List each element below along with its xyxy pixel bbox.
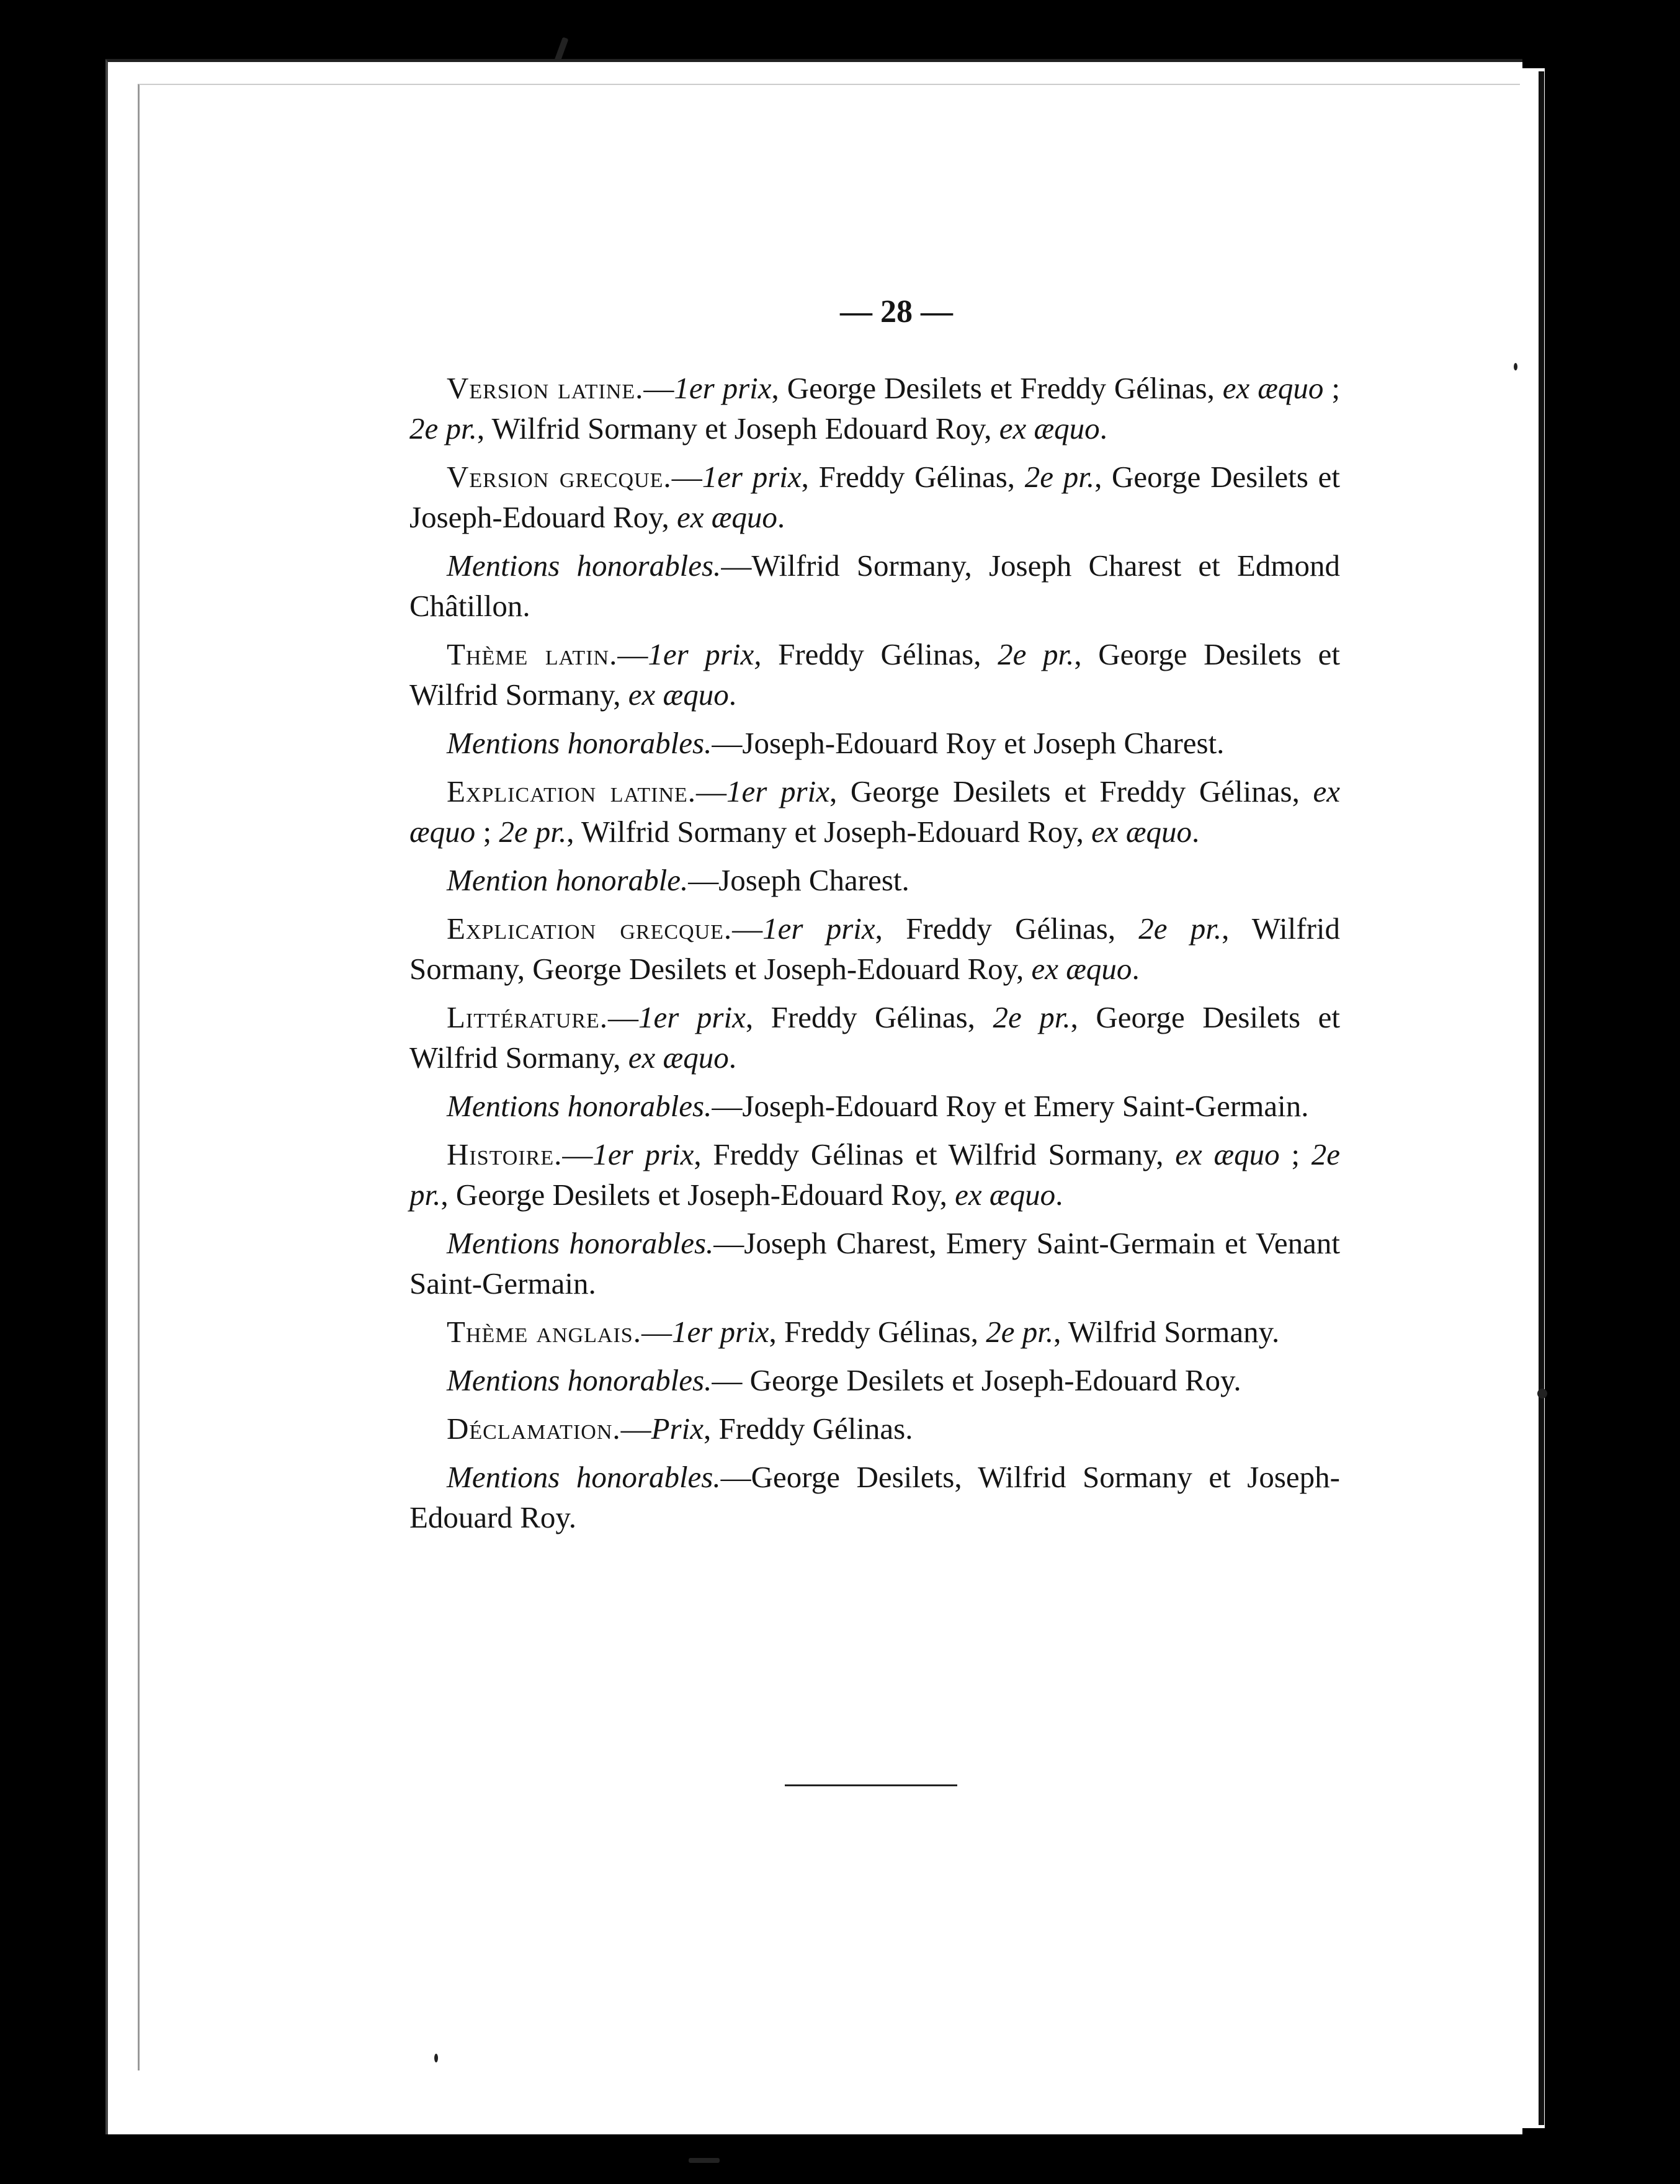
italic-text: Mentions honorables. — [447, 548, 722, 583]
award-list — [409, 368, 1340, 1537]
body-text: — — [696, 774, 727, 808]
italic-text: Prix — [651, 1412, 704, 1446]
italic-text: 2e pr. — [409, 1137, 1340, 1212]
body-text: . — [1055, 1178, 1063, 1212]
body-text: , George Desilets et Freddy Gélinas, — [829, 774, 1313, 808]
body-text: , Freddy Gélinas, — [875, 911, 1139, 946]
award-paragraph — [409, 1134, 1340, 1215]
body-text: — — [608, 1000, 639, 1034]
body-text: — George Desilets et Joseph-Edouard Roy. — [712, 1363, 1241, 1397]
binding-edge — [1539, 71, 1544, 2125]
subject-heading: Explication latine. — [447, 774, 697, 808]
award-paragraph — [409, 771, 1340, 852]
mention-paragraph — [409, 1457, 1340, 1537]
italic-text: ex æquo — [955, 1178, 1056, 1212]
body-text: Freddy Gélinas, — [761, 637, 998, 671]
award-paragraph — [409, 368, 1340, 449]
italic-text: Mentions honorables. — [447, 1363, 712, 1397]
body-text: —Joseph-Edouard Roy et Joseph Charest. — [712, 726, 1225, 760]
body-text: ; — [475, 815, 499, 849]
italic-text: 1er prix — [702, 460, 802, 494]
italic-text: 1er prix — [671, 1315, 769, 1349]
body-text: —Joseph Charest. — [688, 863, 909, 897]
subject-heading: Version latine. — [447, 371, 644, 405]
body-text: —Wilfrid Sormany, Joseph Charest et Edmond Châtillon. — [409, 548, 1340, 623]
italic-text: 1er prix — [592, 1137, 694, 1171]
body-text: , Freddy Gélinas, — [769, 1315, 986, 1349]
closing-rule — [785, 1784, 957, 1786]
italic-text: ex æquo — [409, 774, 1340, 849]
mention-paragraph — [409, 1360, 1340, 1400]
subject-heading: Version grecque. — [447, 460, 672, 494]
italic-text: 2e pr. — [1138, 911, 1222, 946]
italic-text: 1er prix — [674, 371, 772, 405]
body-text: — — [620, 1412, 651, 1446]
italic-text: 1er prix, — [648, 637, 762, 671]
body-text: . — [728, 1041, 736, 1075]
italic-text: 2e pr. — [986, 1315, 1054, 1349]
body-text: — — [562, 1137, 593, 1171]
subject-heading: Explication grecque. — [447, 911, 733, 946]
mention-paragraph — [409, 723, 1340, 763]
mention-paragraph — [409, 545, 1340, 626]
italic-text: 2e pr. — [499, 815, 567, 849]
italic-text: Mentions honorables. — [447, 1226, 714, 1260]
award-paragraph — [409, 634, 1340, 715]
italic-text: ex æquo — [1091, 815, 1192, 849]
award-paragraph — [409, 457, 1340, 537]
body-text: — — [732, 911, 763, 946]
page-number: — 28 — — [840, 294, 953, 329]
scan-speck — [1537, 1389, 1547, 1399]
italic-text: Mentions honorables. — [447, 1089, 712, 1123]
body-text: — — [641, 1315, 672, 1349]
italic-text: 2e pr. — [993, 1000, 1071, 1034]
body-text: , George Desilets et Joseph-Edouard Roy, — [409, 460, 1340, 534]
italic-text: Mentions honorables. — [447, 726, 712, 760]
body-text: . — [1132, 952, 1140, 986]
italic-text: Mentions honorables. — [447, 1460, 721, 1494]
body-text: , George Desilets et Freddy Gélinas, — [771, 371, 1223, 405]
mention-paragraph — [409, 1223, 1340, 1304]
document-body — [409, 292, 1340, 1546]
italic-text: 2e pr. — [409, 411, 477, 445]
award-paragraph — [409, 997, 1340, 1078]
subject-heading: Littérature. — [447, 1000, 609, 1034]
body-text: , George Desilets et Joseph-Edouard Roy, — [440, 1178, 955, 1212]
body-text: , Wilfrid Sormany et Joseph-Edouard Roy, — [566, 815, 1092, 849]
scan-speck — [1514, 363, 1517, 370]
subject-heading: Thème anglais. — [447, 1315, 641, 1349]
body-text: , George Desilets et Wilfrid Sormany, — [409, 637, 1341, 712]
body-text: ; — [1279, 1137, 1311, 1171]
body-text: , Freddy Gélinas. — [704, 1412, 913, 1446]
body-text: , Wilfrid Sormany, George Desilets et Joseph-Edouard Roy, — [409, 911, 1341, 986]
body-text: , Freddy Gélinas et Wilfrid Sormany, — [694, 1137, 1176, 1171]
subject-heading: Histoire. — [447, 1137, 563, 1171]
subject-heading: Thème latin. — [447, 637, 618, 671]
body-text: . — [1192, 815, 1200, 849]
italic-text: ex æquo — [628, 678, 729, 712]
italic-text: 1er prix — [762, 911, 875, 946]
mention-paragraph — [409, 1086, 1340, 1126]
body-text: — — [617, 637, 648, 671]
body-text: — — [643, 371, 674, 405]
award-paragraph — [409, 1312, 1340, 1352]
italic-text: ex æquo — [999, 411, 1100, 445]
scan-speck — [434, 2054, 438, 2062]
body-text: , Wilfrid Sormany et Joseph Edouard Roy, — [476, 411, 999, 445]
scan-speck — [689, 2158, 720, 2163]
italic-text: Mention honorable. — [447, 863, 689, 897]
italic-text: 1er prix — [726, 774, 829, 808]
italic-text: 1er prix — [638, 1000, 746, 1034]
mention-paragraph — [409, 860, 1340, 900]
body-text: —Joseph-Edouard Roy et Emery Saint-Germain. — [712, 1089, 1309, 1123]
subject-heading: Déclamation. — [447, 1412, 621, 1446]
award-paragraph — [409, 908, 1340, 989]
italic-text: ex æquo — [676, 500, 777, 534]
body-text: , George Desilets et Wilfrid Sormany, — [409, 1000, 1341, 1075]
italic-text: ex æquo — [1175, 1137, 1280, 1171]
body-text: . — [1099, 411, 1107, 445]
body-text: , Freddy Gélinas, — [801, 460, 1025, 494]
italic-text: 2e pr. — [1024, 460, 1095, 494]
body-text: . — [728, 678, 736, 712]
award-paragraph — [409, 1408, 1340, 1449]
body-text: —George Desilets, Wilfrid Sormany et Joseph-Edouard Roy. — [409, 1460, 1340, 1534]
italic-text: ex æquo — [1222, 371, 1324, 405]
body-text: , Freddy Gélinas, — [745, 1000, 993, 1034]
body-text: . — [777, 500, 785, 534]
italic-text: 2e pr. — [998, 637, 1075, 671]
body-text: —Joseph Charest, Emery Saint-Germain et Venant Saint-Germain. — [409, 1226, 1340, 1300]
body-text: , Wilfrid Sormany. — [1053, 1315, 1280, 1349]
italic-text: ex æquo — [1031, 952, 1132, 986]
body-text: — — [671, 460, 702, 494]
body-text: ; — [1323, 371, 1341, 405]
italic-text: ex æquo — [628, 1041, 729, 1075]
